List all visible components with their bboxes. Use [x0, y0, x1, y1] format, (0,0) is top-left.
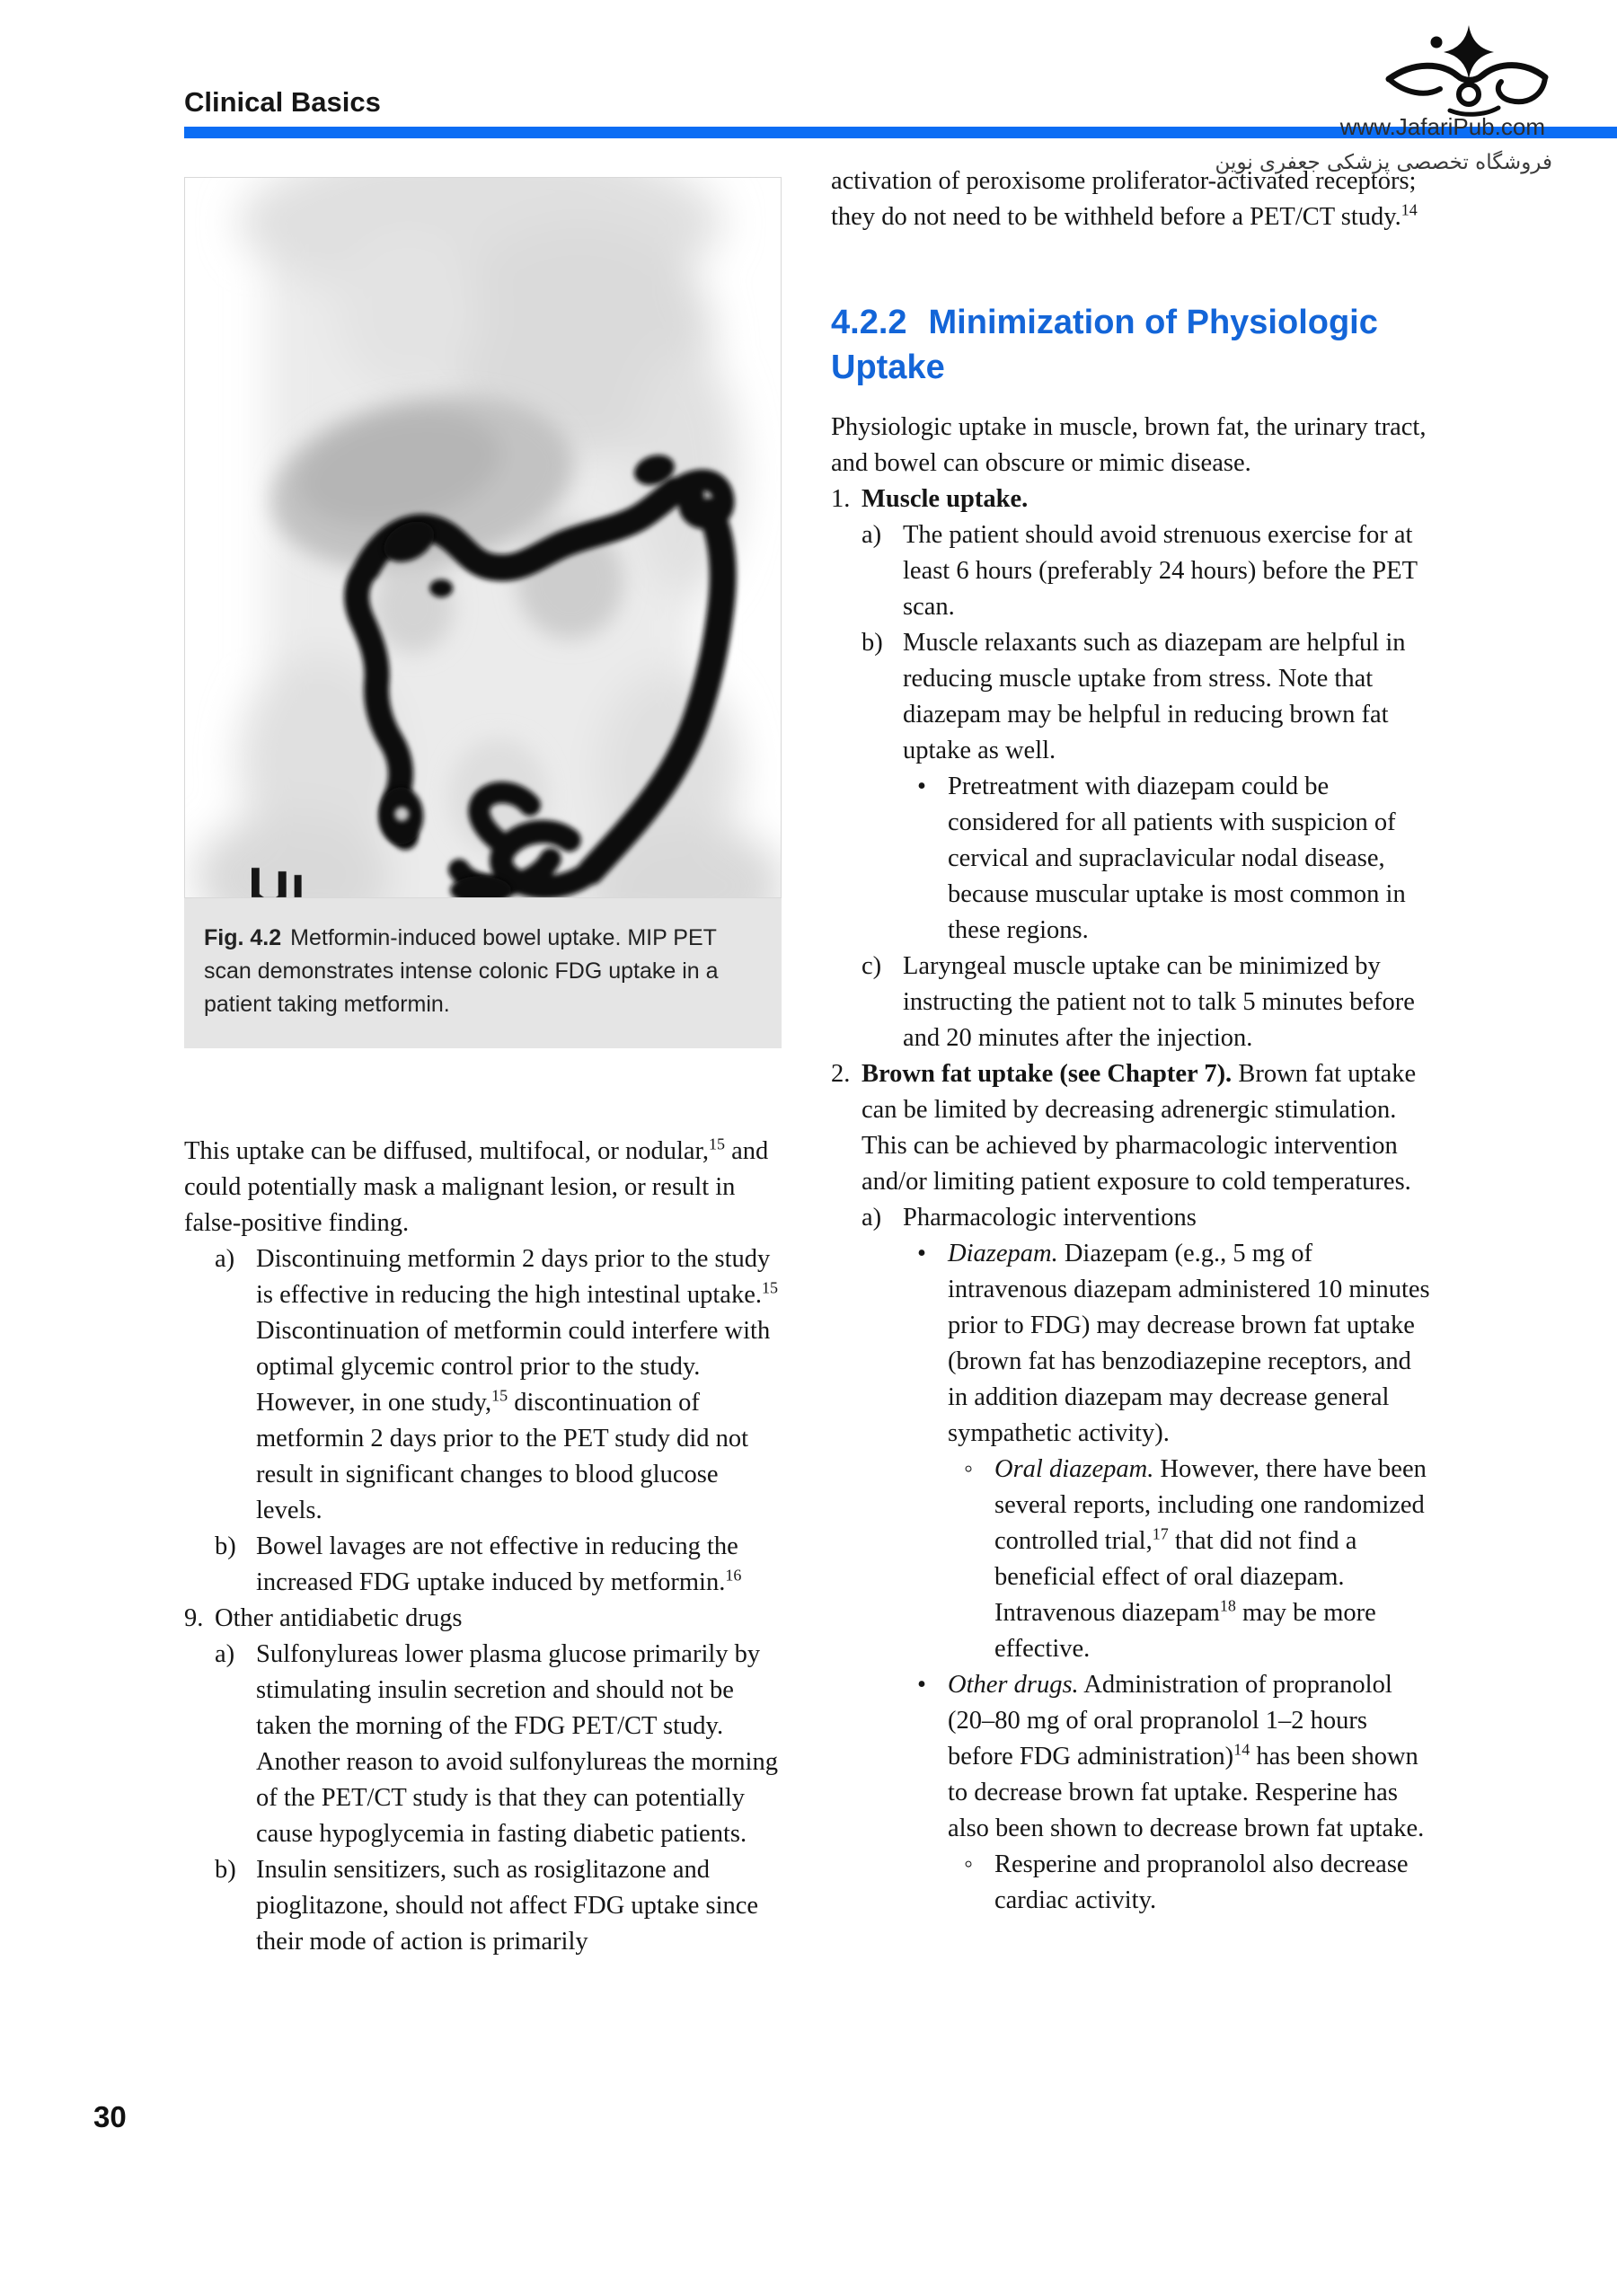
ref-15: 15: [709, 1135, 725, 1153]
section-number: 4.2.2: [831, 304, 907, 341]
bullet-marker: •: [917, 1240, 926, 1267]
list-item-1c-laryngeal-muscle: c) Laryngeal muscle uptake can be minimized by instructing the patient not to talk 5 minutes before and 20 minutes after the injection.: [862, 949, 1435, 1056]
circle-bullet-marker: ◦: [964, 1850, 974, 1878]
circle-bullet-marker: ◦: [964, 1455, 974, 1483]
list-item-1-muscle-uptake: 1. Muscle uptake.: [831, 481, 1435, 517]
ref-14: 14: [1401, 200, 1418, 219]
item-marker: c): [862, 952, 882, 980]
list-item-9a-sulfonylureas: a) Sulfonylureas lower plasma glucose primarily by stimulating insulin secretion and should not be taken the morning of the FDG PET/CT study. Another reason to avoid sulfonylureas the morning of the PET/CT study is that they can potentially cause hypoglycemia in fasting diabetic patients.: [215, 1637, 784, 1852]
running-header-title: Clinical Basics: [184, 86, 381, 118]
left-column: [184, 1134, 784, 1960]
item-marker: b): [862, 629, 883, 657]
list-item-a-discontinuing-metformin: a) Discontinuing metformin 2 days prior to the study is effective in reducing the high intestinal uptake.$^{15}$ Discontinuation of metformin could interfere with optimal glycemic control prior to the study. However, in one study,$^{15}$ discontinuation of metformin 2 days prior to the PET study did not result in significant changes to blood glucose levels.: [215, 1241, 784, 1529]
item-marker: a): [862, 1204, 882, 1232]
right-column: [831, 163, 1435, 1919]
item-marker: a): [215, 1245, 235, 1273]
ref-18: 18: [1219, 1596, 1236, 1615]
item-marker: 9.: [184, 1604, 204, 1632]
ref-17: 17: [1152, 1524, 1169, 1543]
ref-15: 15: [761, 1278, 778, 1297]
bullet-other-drugs: • Other drugs. Administration of propranolol (20–80 mg of oral propranolol 1–2 hours before FDG administration)$^{14}$ has been shown to decrease brown fat uptake. Resperine has also been shown to decrease brown fat uptake.: [917, 1667, 1435, 1847]
bullet-pretreatment-diazepam: • Pretreatment with diazepam could be considered for all patients with suspicion of cervical and supraclavicular nodal disease, because muscular uptake is most common in these regions.: [917, 769, 1435, 949]
site-subtitle-persian: فروشگاه تخصصی پزشکی جعفری نوین: [1215, 151, 1552, 174]
sub-bullet-oral-diazepam: ◦ Oral diazepam. However, there have been several reports, including one randomized controlled trial,$^{17}$ that did not find a beneficial effect of oral diazepam. Intravenous diazepam$^{18}$ may be more effective.: [964, 1452, 1435, 1667]
ref-15: 15: [491, 1386, 508, 1405]
item-marker: a): [862, 521, 882, 549]
section-heading-4-2-2: [831, 300, 1435, 390]
bullet-marker: •: [917, 773, 926, 800]
list-item-2a-pharmacologic-interventions: a) Pharmacologic interventions: [862, 1200, 1435, 1236]
bullet-diazepam: • Diazepam. Diazepam (e.g., 5 mg of intravenous diazepam administered 10 minutes prior to FDG) may decrease brown fat uptake (brown fat has benzodiazepine receptors, and in addition diazepam may decrease general sympathetic activity).: [917, 1236, 1435, 1452]
pet-scan-image: [184, 177, 782, 898]
figure-caption-text: Metformin-induced bowel uptake. MIP PET scan demonstrates intense colonic FDG uptake in a patient taking metformin.: [204, 925, 719, 1017]
list-item-2-brown-fat-uptake: 2. Brown fat uptake (see Chapter 7). Brown fat uptake can be limited by decreasing adrenergic stimulation. This can be achieved by pharmacologic intervention and/or limiting patient exposure to cold temperatures.: [831, 1056, 1435, 1200]
list-item-1b-muscle-relaxants: b) Muscle relaxants such as diazepam are helpful in reducing muscle uptake from stress. Note that diazepam may be helpful in reducing brown fat uptake as well.: [862, 625, 1435, 769]
site-url: www.JafariPub.com: [1339, 113, 1545, 140]
item-marker: b): [215, 1532, 236, 1560]
paragraph-uptake-description: This uptake can be diffused, multifocal, or nodular,$^{15}$ and could potentially mask a malignant lesion, or result in false-positive finding.: [184, 1135, 769, 1237]
item-marker: a): [215, 1640, 235, 1668]
jafaripub-logo-icon: [1374, 23, 1554, 122]
list-item-1a-avoid-exercise: a) The patient should avoid strenuous exercise for at least 6 hours (preferably 24 hours) before the PET scan.: [862, 517, 1435, 625]
paragraph-continuation: activation of peroxisome proliferator-activated receptors; they do not need to be withheld before a PET/CT study.$^{14}$: [831, 167, 1418, 231]
list-item-9b-insulin-sensitizers: b) Insulin sensitizers, such as rosiglitazone and pioglitazone, should not affect FDG uptake since their mode of action is primarily: [215, 1852, 784, 1960]
ref-16: 16: [725, 1566, 742, 1585]
list-item-b-bowel-lavages: b) Bowel lavages are not effective in reducing the increased FDG uptake induced by metformin.$^{16}$: [215, 1529, 784, 1601]
list-item-9-other-antidiabetic-drugs: 9. Other antidiabetic drugs: [184, 1601, 784, 1637]
figure-4-2: [184, 177, 782, 1048]
section-title: Minimization of Physiologic Uptake: [831, 304, 1378, 386]
item-marker: 2.: [831, 1060, 851, 1088]
ref-14: 14: [1233, 1740, 1250, 1759]
page-number: 30: [93, 2100, 127, 2133]
figure-caption-label: Fig. 4.2: [204, 925, 282, 950]
bullet-marker: •: [917, 1671, 926, 1699]
item-marker: b): [215, 1856, 236, 1884]
item-marker: 1.: [831, 485, 851, 513]
paragraph-physiologic-intro: Physiologic uptake in muscle, brown fat, the urinary tract, and bowel can obscure or mimic disease.: [831, 413, 1427, 477]
figure-caption: [184, 898, 782, 1048]
sub-bullet-resperine: ◦ Resperine and propranolol also decrease cardiac activity.: [964, 1847, 1435, 1919]
